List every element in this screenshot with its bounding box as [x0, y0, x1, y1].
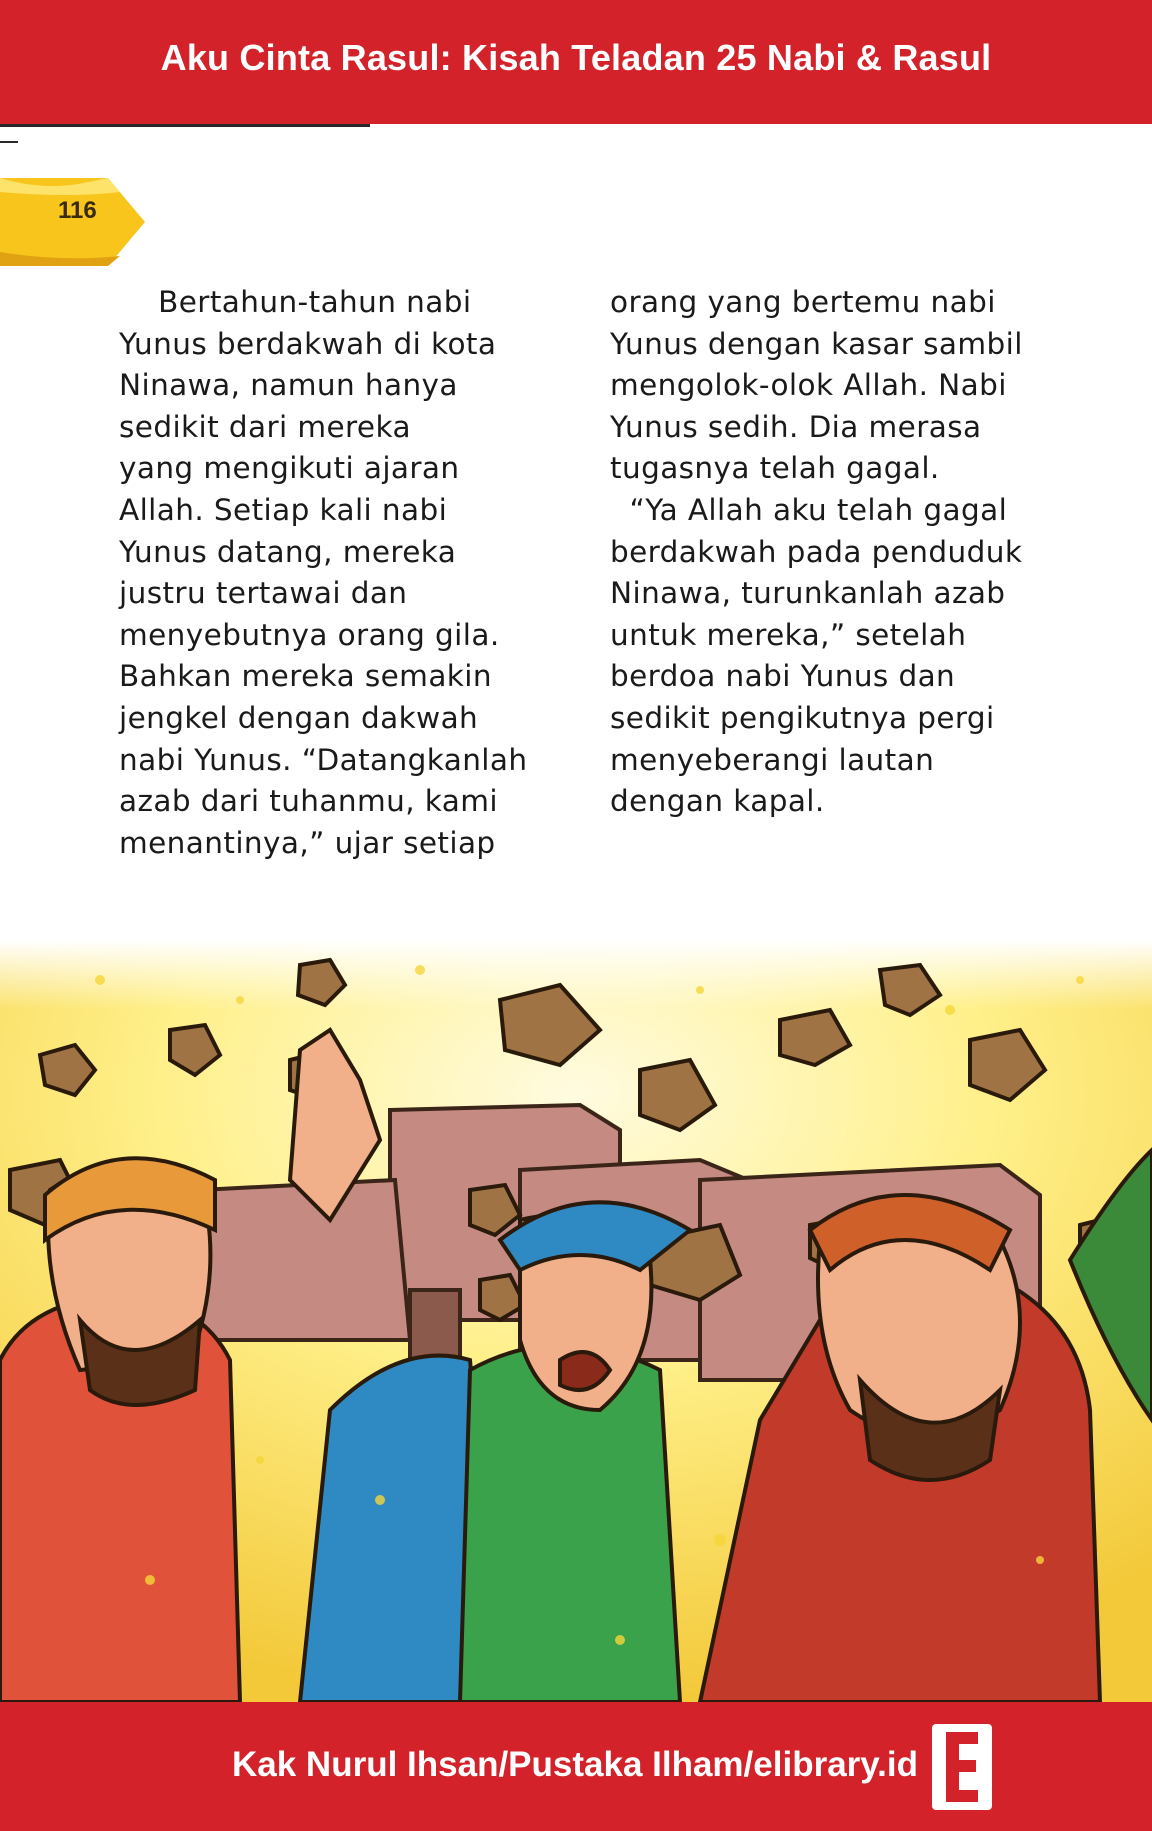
- text-line: Yunus datang, mereka: [119, 534, 457, 569]
- page-number: 116: [58, 197, 97, 224]
- text-line: tugasnya telah gagal.: [610, 451, 940, 486]
- text-line: justru tertawai dan: [119, 576, 408, 611]
- text-line: Yunus sedih. Dia merasa: [610, 409, 982, 444]
- text-line: jengkel dengan dakwah: [119, 700, 479, 735]
- text-line: Bahkan mereka semakin: [119, 659, 492, 694]
- text-line: azab dari tuhanmu, kami: [119, 784, 498, 819]
- text-line: Yunus berdakwah di kota: [119, 326, 497, 361]
- header-divider: [0, 124, 370, 127]
- elibrary-logo-icon: [932, 1724, 992, 1810]
- text-line: Ninawa, namun hanya: [119, 368, 458, 403]
- footer-credit: Kak Nurul Ihsan/Pustaka Ilham/elibrary.id: [232, 1745, 918, 1784]
- text-line: Bertahun-tahun nabi: [119, 285, 472, 319]
- text-line: “Ya Allah aku telah gagal: [610, 492, 1008, 527]
- text-line: mengolok-olok Allah. Nabi: [610, 368, 1007, 403]
- text-line: Allah. Setiap kali nabi: [119, 492, 448, 527]
- text-line: sedikit pengikutnya pergi: [610, 700, 995, 735]
- text-line: menantinya,” ujar setiap: [119, 825, 496, 860]
- text-line: berdakwah pada penduduk: [610, 534, 1023, 569]
- text-line: menyebutnya orang gila.: [119, 617, 500, 652]
- text-line: Yunus dengan kasar sambil: [610, 326, 1023, 361]
- text-line: dengan kapal.: [610, 784, 825, 819]
- text-line: sedikit dari mereka: [119, 409, 411, 444]
- book-title: Aku Cinta Rasul: Kisah Teladan 25 Nabi & Rasul: [160, 37, 992, 78]
- text-column-right: [610, 282, 1050, 823]
- text-line: menyeberangi lautan: [610, 742, 935, 777]
- text-line: yang mengikuti ajaran: [119, 451, 460, 486]
- text-line: berdoa nabi Yunus dan: [610, 659, 956, 694]
- text-line: Ninawa, turunkanlah azab: [610, 576, 1006, 611]
- edge-mark: [0, 141, 18, 143]
- story-illustration: [0, 940, 1152, 1702]
- text-column-left: [119, 282, 559, 864]
- text-line: orang yang bertemu nabi: [610, 285, 996, 319]
- text-line: nabi Yunus. “Datangkanlah: [119, 742, 528, 777]
- text-line: untuk mereka,” setelah: [610, 617, 967, 652]
- header-bar: [0, 0, 1152, 124]
